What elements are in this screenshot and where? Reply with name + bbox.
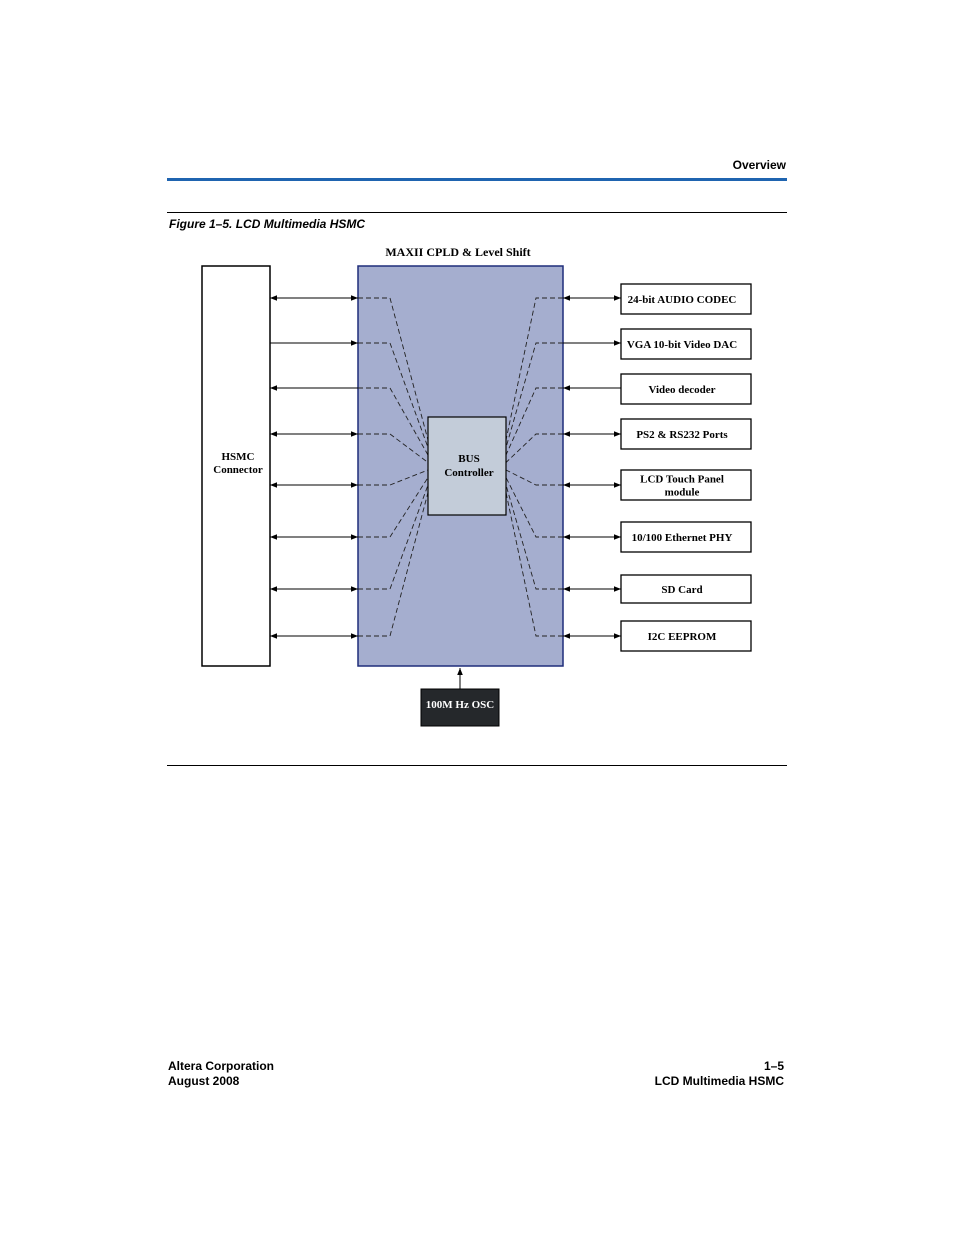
peripheral-label: I2C EEPROM bbox=[647, 631, 717, 643]
peripheral-label: PS2 & RS232 Ports bbox=[636, 429, 728, 441]
footer-company: Altera Corporation bbox=[168, 1059, 275, 1073]
bus-controller-block bbox=[428, 417, 506, 515]
peripheral-label: Video decoder bbox=[648, 384, 716, 396]
footer-doc-title: LCD Multimedia HSMC bbox=[654, 1074, 784, 1088]
hsmc-links bbox=[270, 298, 358, 636]
footer-left bbox=[168, 1059, 274, 1089]
footer-page-number: 1–5 bbox=[763, 1059, 784, 1073]
peripheral-blocks bbox=[621, 284, 751, 651]
footer-date: August 2008 bbox=[168, 1074, 240, 1088]
hsmc-connector-label-1: HSMC bbox=[221, 451, 255, 463]
peripheral-label: 24-bit AUDIO CODEC bbox=[627, 294, 737, 306]
cpld-title: MAXII CPLD & Level Shift bbox=[385, 245, 531, 259]
footer-right bbox=[655, 1059, 784, 1089]
peripheral-label: VGA 10-bit Video DAC bbox=[626, 339, 738, 351]
hsmc-connector-label-2: Connector bbox=[213, 464, 263, 476]
peripheral-label: LCD Touch Panel bbox=[640, 473, 724, 486]
figure-caption: Figure 1–5. LCD Multimedia HSMC bbox=[169, 217, 366, 231]
figure-bottom-rule bbox=[167, 765, 787, 766]
peripheral-links bbox=[563, 298, 621, 636]
bus-controller-label-2: Controller bbox=[444, 467, 494, 479]
peripheral-label: module bbox=[664, 486, 700, 499]
peripheral-label: 10/100 Ethernet PHY bbox=[631, 532, 733, 544]
peripheral-label: SD Card bbox=[661, 584, 703, 596]
bus-controller-label-1: BUS bbox=[458, 453, 480, 465]
oscillator-label: 100M Hz OSC bbox=[425, 699, 495, 711]
section-title: Overview bbox=[732, 158, 786, 172]
